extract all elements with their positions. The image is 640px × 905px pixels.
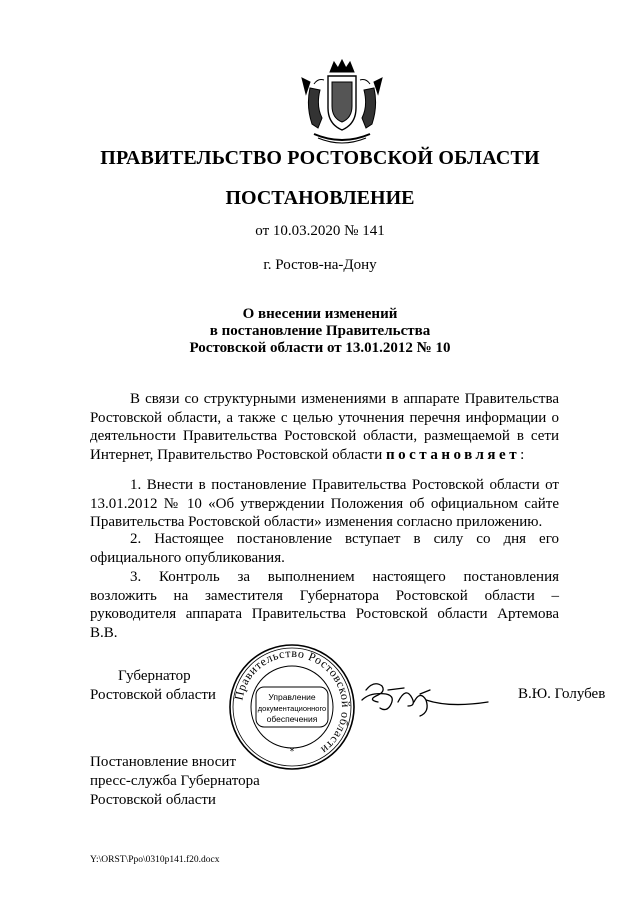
signatory-title	[90, 667, 216, 705]
signatory-title-line: Ростовской области	[90, 687, 216, 703]
document-subject	[0, 306, 640, 357]
document-place: г. Ростов-на-Дону	[263, 257, 377, 273]
submitter-note-line: пресс-служба Губернатора	[90, 773, 260, 789]
preamble-action-word: постановляет	[385, 446, 521, 463]
official-seal-stamp	[228, 643, 356, 771]
item-paragraph	[90, 568, 559, 642]
subject-line: в постановление Правительства	[209, 323, 431, 339]
item-paragraph	[90, 476, 559, 532]
submitter-note-line: Постановление вносит	[90, 754, 237, 770]
seal-ring-text: Правительство Ростовской области	[231, 645, 354, 758]
item-text: 1. Внести в постановление Правительства Ростовской области от 13.01.2012 № 10 «Об утверждении Положения об официальном сайте Правительства Ростовской области» изменения согласно приложению.	[90, 477, 559, 530]
handwritten-signature	[360, 672, 492, 722]
file-path-footer: Y:\ORST\Ppo\0310p141.f20.docx	[90, 855, 220, 865]
seal-inner-line: обеспечения	[266, 714, 318, 724]
submitter-note-line: Ростовской области	[90, 792, 216, 808]
preamble-text: В связи со структурными изменениями в аппарате Правительства Ростовской области, а также с целью уточнения перечня информации о деятельности Правительства Ростовской области, размещаемой в сети Интернет, Правительство Ростовской области	[90, 391, 559, 463]
seal-inner-line: документационного	[257, 704, 327, 713]
item-text: 2. Настоящее постановление вступает в силу со дня его официального опубликования.	[90, 531, 559, 566]
coat-of-arms-emblem	[300, 58, 384, 148]
preamble-paragraph: В связи со структурными изменениями в аппарате Правительства Ростовской области, а также с целью уточнения перечня информации о деятельности Правительства Ростовской области, размещаемой в сети Интернет, Правительство Ростовской области постановляет:	[90, 391, 559, 463]
signatory-title-line: Губернатор	[118, 668, 191, 684]
seal-inner-line: Управление	[268, 692, 316, 702]
svg-text:*: *	[289, 747, 295, 757]
item-text: 3. Контроль за выполнением настоящего постановления возложить на заместителя Губернатора Ростовской области – руководителя аппарата Правительства Ростовской области Артемова В.В.	[90, 569, 559, 641]
subject-line: О внесении изменений	[242, 306, 398, 322]
subject-line: Ростовской области от 13.01.2012 № 10	[189, 340, 451, 356]
item-paragraph	[90, 530, 559, 567]
signatory-name: В.Ю. Голубев	[518, 686, 606, 702]
government-title: ПРАВИТЕЛЬСТВО РОСТОВСКОЙ ОБЛАСТИ	[100, 147, 540, 169]
document-date-number: от 10.03.2020 № 141	[255, 223, 385, 239]
document-type-title: ПОСТАНОВЛЕНИЕ	[225, 187, 415, 209]
submitter-note	[90, 753, 260, 810]
